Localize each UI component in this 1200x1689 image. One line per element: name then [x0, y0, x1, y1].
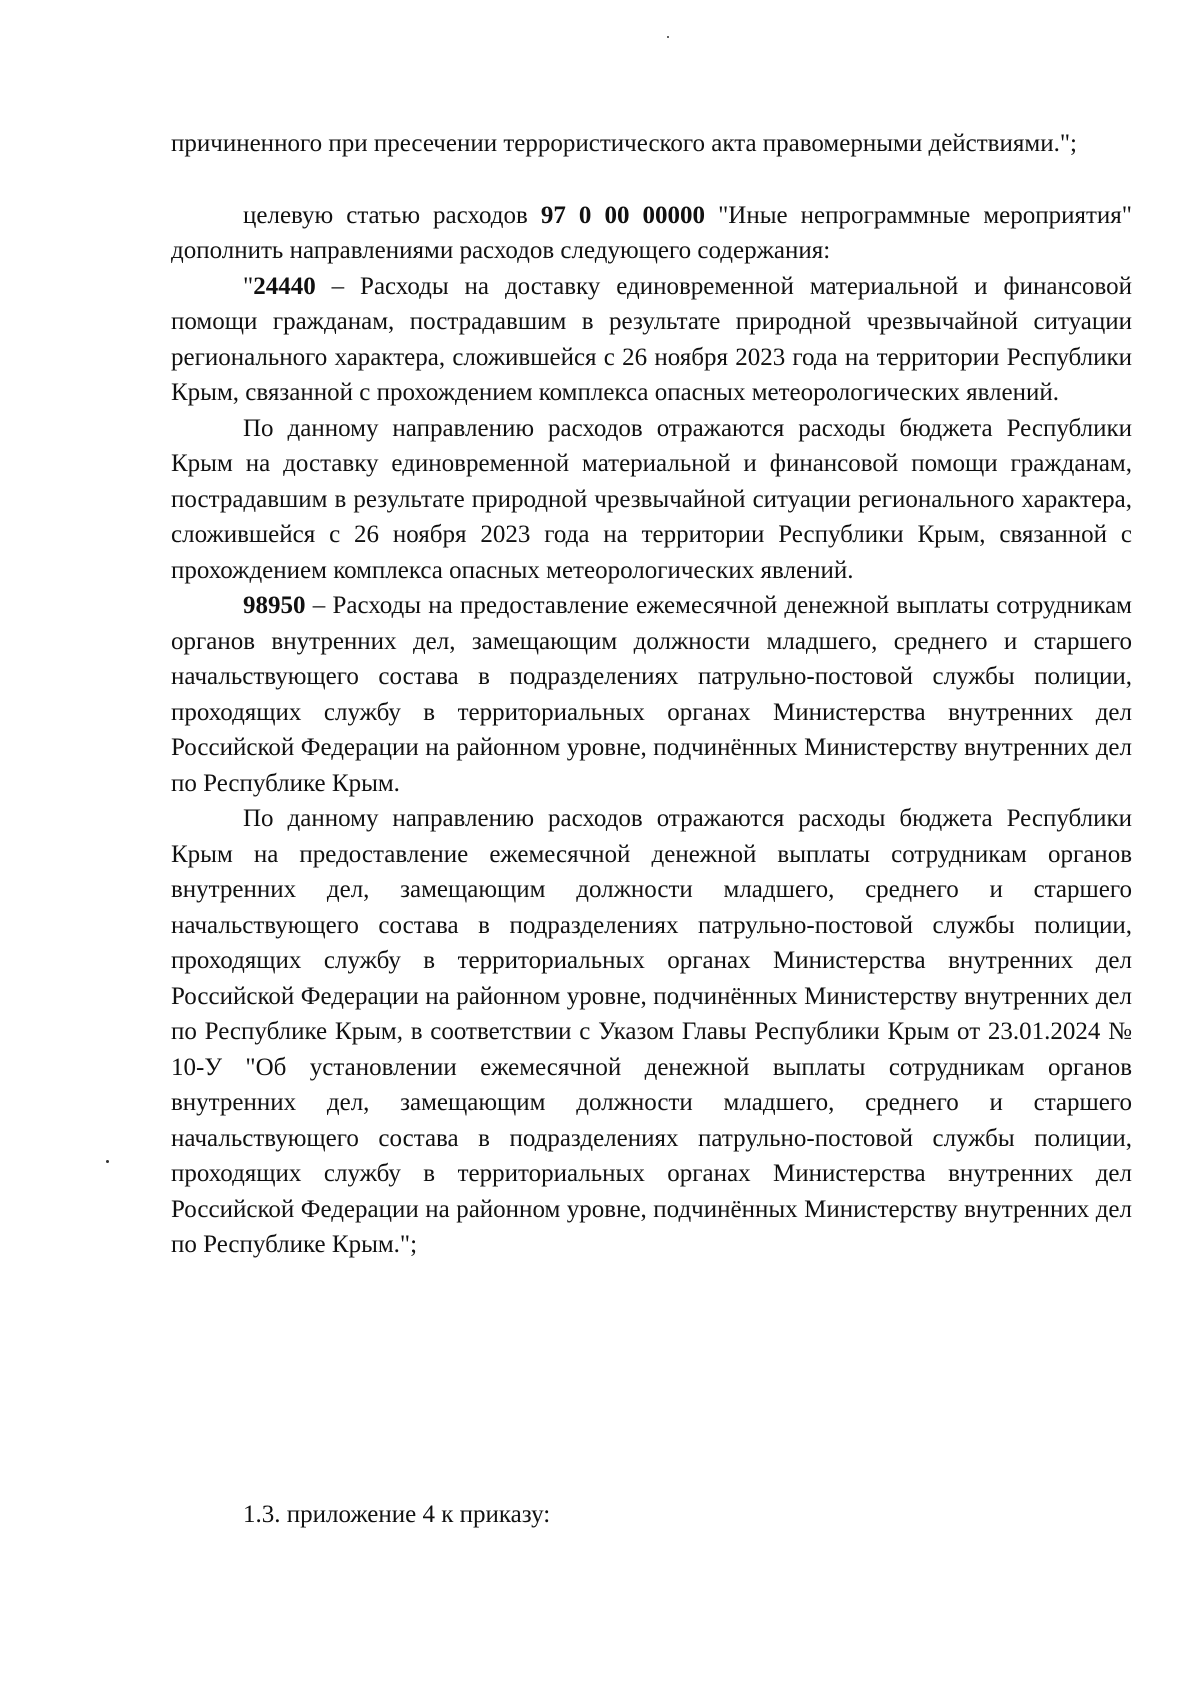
- entry-24440-description: По данному направлению расходов отражаются расходы бюджета Республики Крым на доставку единовременной материальной и финансовой помощи гражданам, пострадавшим в результате природной чрезвычайной ситуации регионального характера, сложившейся с 26 ноября 2023 года на территории Республики Крым, связанной с прохождением комплекса опасных метеорологических явлений.: [171, 414, 1132, 584]
- closing-item: 1.3. приложение 4 к приказу:: [243, 1501, 551, 1528]
- target-item-before: целевую статью расходов: [243, 201, 541, 229]
- scan-speck: [106, 1160, 109, 1163]
- document-body: [171, 126, 1132, 1263]
- entry-prefix: ": [243, 272, 254, 300]
- entry-24440-paragraph: [171, 269, 1132, 411]
- entry-text: – Расходы на доставку единовременной материальной и финансовой помощи гражданам, пострадавшим в результате природной чрезвычайной ситуации регионального характера, сложившейся с 26 ноября 2023 года на территории Республики Крым, связанной с прохождением комплекса опасных метеорологических явлений.: [171, 272, 1132, 406]
- entry-98950-description: По данному направлению расходов отражаются расходы бюджета Республики Крым на предоставление ежемесячной денежной выплаты сотрудникам органов внутренних дел, замещающим должности младшего, среднего и старшего начальствующего состава в подразделениях патрульно-постовой службы полиции, проходящих службу в территориальных органах Министерства внутренних дел Российской Федерации на районном уровне, подчинённых Министерству внутренних дел по Республике Крым, в соответствии с Указом Главы Республики Крым от 23.01.2024 № 10-У "Об установлении ежемесячной денежной выплаты сотрудникам органов внутренних дел, замещающим должности младшего, среднего и старшего начальствующего состава в подразделениях патрульно-постовой службы полиции, проходящих службу в территориальных органах Министерства внутренних дел Российской Федерации на районном уровне, подчинённых Министерству внутренних дел по Республике Крым.";: [171, 805, 1132, 1258]
- continuation-paragraph: причиненного при пресечении террористического акта правомерными действиями.";: [171, 130, 1077, 157]
- entry-98950-paragraph: [171, 588, 1132, 801]
- entry-text: – Расходы на предоставление ежемесячной денежной выплаты сотрудникам органов внутренних дел, замещающим должности младшего, среднего и старшего начальствующего состава в подразделениях патрульно-постовой службы полиции, проходящих службу в территориальных органах Министерства внутренних дел Российской Федерации на районном уровне, подчинённых Министерству внутренних дел по Республике Крым.: [171, 592, 1132, 797]
- target-item-after: "Иные непрограммные мероприятия" дополнить направлениями расходов следующего содержания:: [171, 201, 1133, 264]
- target-item-paragraph: [171, 198, 1132, 269]
- entry-code: 98950: [243, 592, 306, 619]
- entry-code: 24440: [253, 272, 316, 300]
- scan-speck: [667, 36, 669, 38]
- target-code: 97 0 00 00000: [540, 201, 706, 229]
